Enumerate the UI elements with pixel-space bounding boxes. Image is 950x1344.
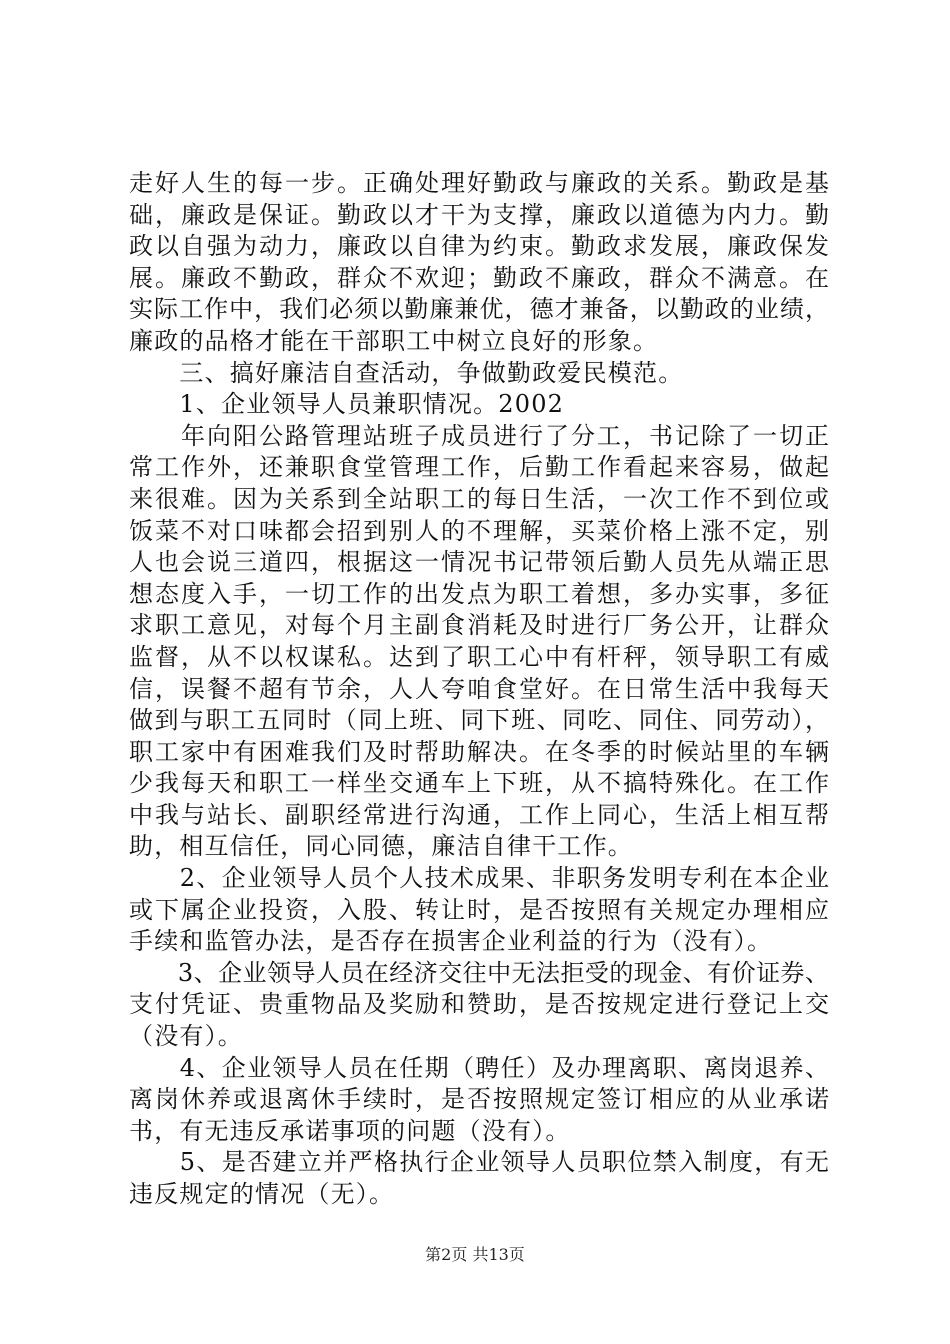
text-line: 助，相互信任，同心同德，廉洁自律干工作。 bbox=[129, 832, 633, 861]
text-line: 年向阳公路管理站班子成员进行了分工，书记除了一切正 bbox=[129, 421, 829, 450]
text-line: 走好人生的每一步。正确处理好勤政与廉政的关系。勤政是基 bbox=[129, 169, 829, 197]
text-line: 础，廉政是保证。勤政以才干为支撑，廉政以道德为内力。勤 bbox=[129, 200, 829, 229]
text-line: 1、企业领导人员兼职情况。2002 bbox=[129, 390, 565, 419]
text-line: 三、搞好廉洁自查活动，争做勤政爱民模范。 bbox=[129, 358, 684, 387]
text-line: 来很难。因为关系到全站职工的每日生活，一次工作不到位或 bbox=[129, 484, 829, 513]
text-line: 支付凭证、贵重物品及奖励和赞助，是否按规定进行登记上交 bbox=[129, 990, 829, 1019]
text-line: 廉政的品格才能在干部职工中树立良好的形象。 bbox=[129, 326, 659, 355]
text-line: 做到与职工五同时（同上班、同下班、同吃、同住、同劳动）， bbox=[129, 706, 829, 735]
text-line: 求职工意见，对每个月主副食消耗及时进行厂务公开，让群众 bbox=[129, 611, 829, 640]
text-line: 人也会说三道四，根据这一情况书记带领后勤人员先从端正思 bbox=[129, 548, 829, 577]
text-line: 2、企业领导人员个人技术成果、非职务发明专利在本企业 bbox=[129, 864, 829, 893]
text-line: 5、是否建立并严格执行企业领导人员职位禁入制度，有无 bbox=[129, 1148, 829, 1177]
text-line: （没有）。 bbox=[129, 1022, 243, 1051]
text-line: 少我每天和职工一样坐交通车上下班，从不搞特殊化。在工作 bbox=[129, 769, 829, 798]
text-line: 监督，从不以权谋私。达到了职工心中有杆秤，领导职工有威 bbox=[129, 642, 829, 671]
text-line: 4、企业领导人员在任期（聘任）及办理离职、离岗退养、 bbox=[129, 1053, 829, 1082]
body-text bbox=[129, 168, 829, 1211]
page-footer bbox=[0, 1245, 950, 1265]
text-line: 中我与站长、副职经常进行沟通，工作上同心，生活上相互帮 bbox=[129, 800, 829, 829]
text-line: 职工家中有困难我们及时帮助解决。在冬季的时候站里的车辆 bbox=[129, 737, 829, 766]
text-line: 手续和监管办法，是否存在损害企业利益的行为（没有）。 bbox=[129, 927, 773, 956]
text-line: 3、企业领导人员在经济交往中无法拒受的现金、有价证券、 bbox=[129, 958, 829, 987]
text-line: 想态度入手，一切工作的出发点为职工着想，多办实事，多征 bbox=[129, 579, 829, 608]
text-line: 实际工作中，我们必须以勤廉兼优，德才兼备，以勤政的业绩， bbox=[129, 295, 829, 324]
text-line: 展。廉政不勤政，群众不欢迎；勤政不廉政，群众不满意。在 bbox=[129, 263, 829, 292]
text-line: 书，有无违反承诺事项的问题（没有）。 bbox=[129, 1116, 571, 1145]
text-line: 政以自强为动力，廉政以自律为约束。勤政求发展，廉政保发 bbox=[129, 232, 829, 261]
text-line: 或下属企业投资，入股、转让时，是否按照有关规定办理相应 bbox=[129, 895, 829, 924]
text-line: 违反规定的情况（无）。 bbox=[129, 1180, 395, 1208]
text-line: 常工作外，还兼职食堂管理工作，后勤工作看起来容易，做起 bbox=[129, 453, 829, 482]
page-number: 第2页 共13页 bbox=[425, 1245, 525, 1264]
text-line: 离岗休养或退离休手续时，是否按照规定签订相应的从业承诺 bbox=[129, 1085, 829, 1114]
text-line: 信，误餐不超有节余，人人夸咱食堂好。在日常生活中我每天 bbox=[129, 674, 829, 703]
text-line: 饭菜不对口味都会招到别人的不理解，买菜价格上涨不定，别 bbox=[129, 516, 829, 545]
